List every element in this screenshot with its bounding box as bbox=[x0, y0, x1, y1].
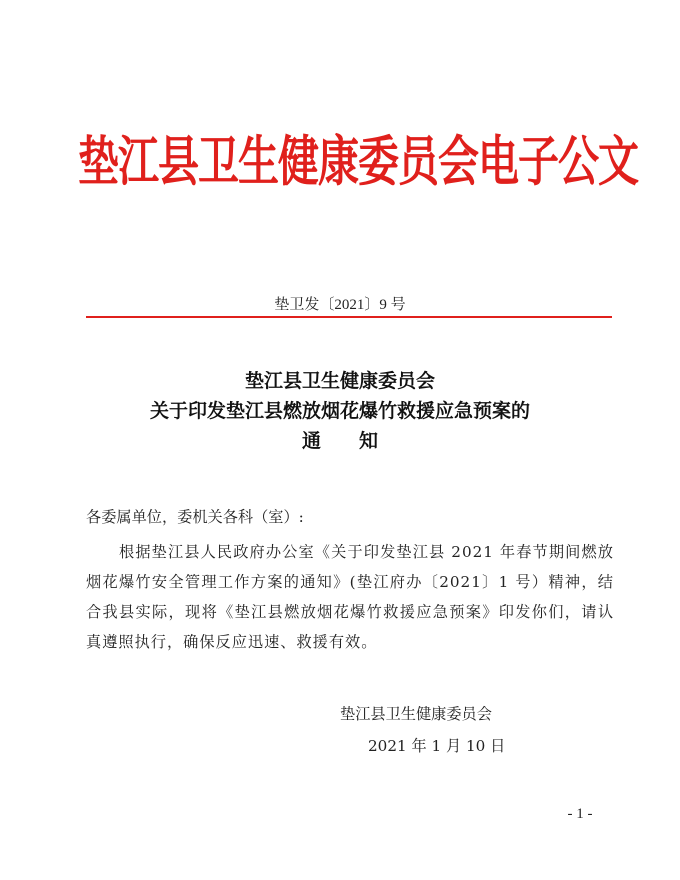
signature-organization: 垫江县卫生健康委员会 bbox=[340, 705, 492, 723]
title-line-3: 通 知 bbox=[301, 430, 378, 452]
title-line-2: 关于印发垫江县燃放烟花爆竹救援应急预案的 bbox=[149, 400, 530, 422]
body-paragraph: 根据垫江县人民政府办公室《关于印发垫江县 2021 年春节期间燃放烟花爆竹安全管理工作方案的通知》(垫江府办〔2021〕1 号）精神，结合我县实际，现将《垫江县燃放烟花爆竹救援应急预案》印发你们，请认真遵照执行，确保反应迅速、救援有效。 bbox=[86, 543, 614, 651]
page-number: - 1 - bbox=[567, 806, 593, 822]
red-divider-line bbox=[86, 316, 612, 318]
document-number: 垫卫发〔2021〕9 号 bbox=[274, 297, 406, 313]
salutation: 各委属单位，委机关各科（室）: bbox=[86, 508, 304, 526]
masthead-title: 垫江县卫生健康委员会电子公文 bbox=[78, 129, 638, 194]
notice-title bbox=[0, 366, 680, 456]
signature-date: 2021 年 1 月 10 日 bbox=[368, 737, 506, 755]
title-line-1: 垫江县卫生健康委员会 bbox=[244, 370, 435, 392]
